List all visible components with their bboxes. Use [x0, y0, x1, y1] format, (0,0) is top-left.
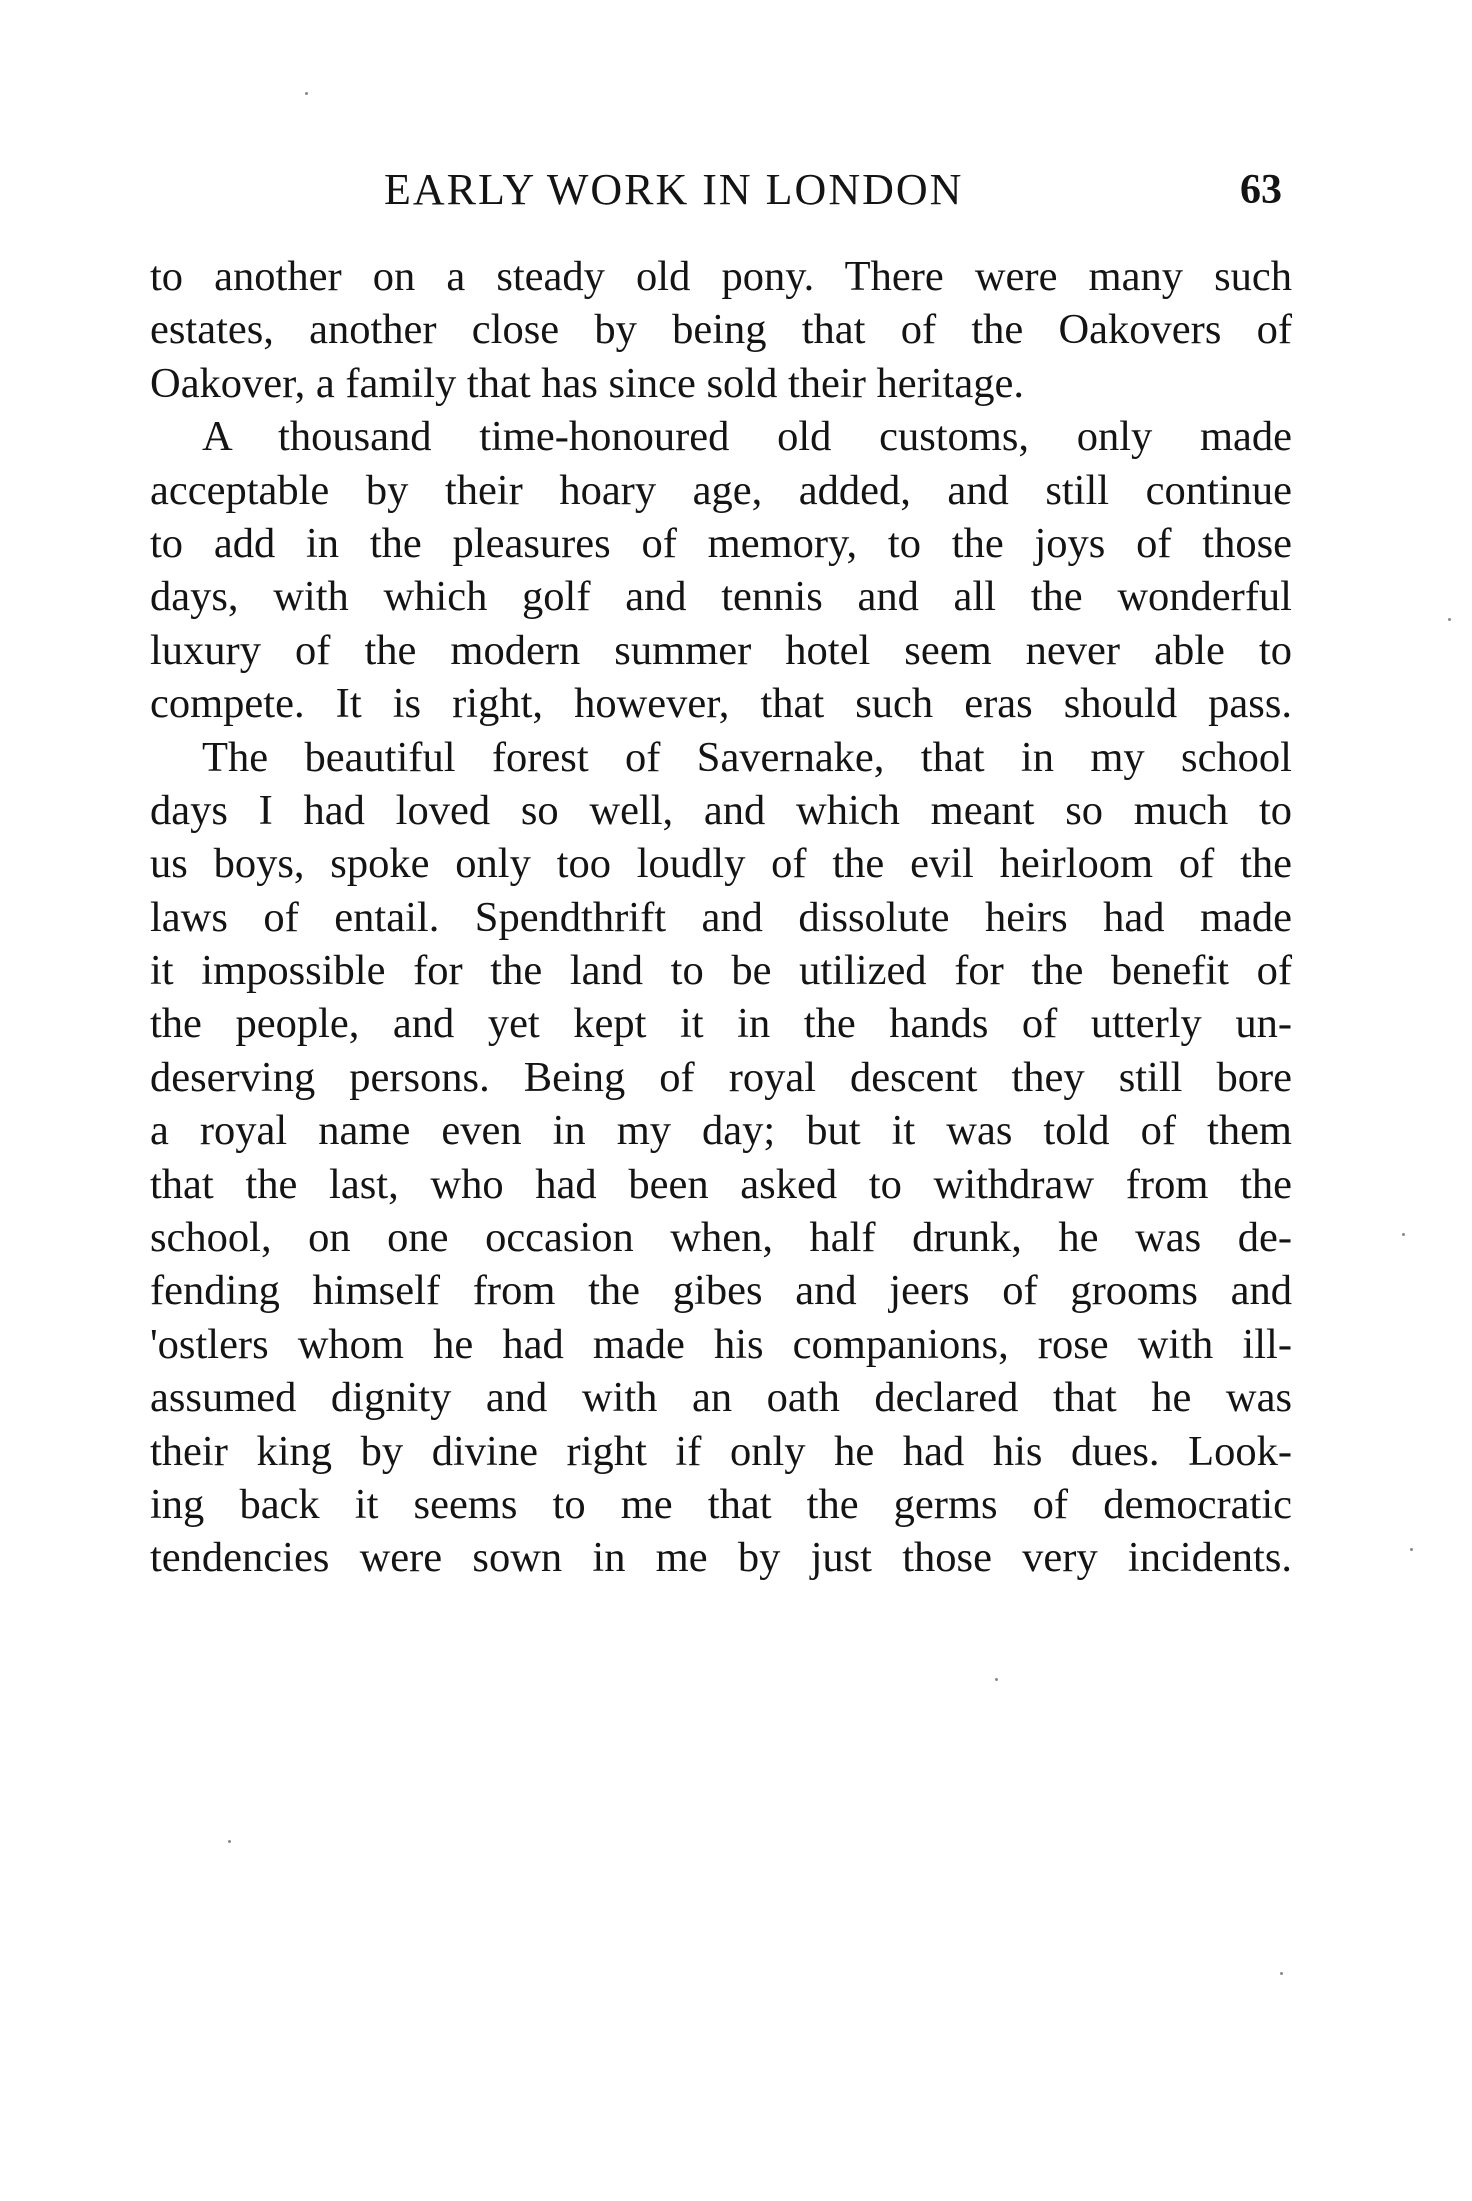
text-line: The beautiful forest of Savernake, that in my school	[202, 733, 1292, 781]
text-line: that the last, who had been asked to withdraw from the	[150, 1160, 1292, 1208]
paragraph	[150, 250, 1292, 410]
scan-speck	[1280, 1972, 1283, 1975]
running-title: EARLY WORK IN LONDON	[384, 165, 964, 214]
body-text	[150, 250, 1292, 1585]
text-line: a royal name even in my day; but it was told of them	[150, 1107, 1292, 1155]
text-line: it impossible for the land to be utilized for the benefit of	[150, 947, 1292, 995]
paragraph	[150, 731, 1292, 1585]
scan-speck	[1410, 1548, 1413, 1551]
text-line: assumed dignity and with an oath declared that he was	[150, 1374, 1292, 1422]
text-line: fending himself from the gibes and jeers of grooms and	[150, 1267, 1292, 1315]
scan-speck	[1448, 618, 1451, 621]
scan-speck	[1402, 1233, 1405, 1236]
running-head	[150, 160, 1292, 220]
page-number: 63	[1240, 167, 1282, 213]
text-line: ing back it seems to me that the germs of democratic	[150, 1480, 1292, 1528]
text-line: school, on one occasion when, half drunk, he was de-	[150, 1214, 1292, 1262]
text-line: to add in the pleasures of memory, to the joys of those	[150, 519, 1292, 567]
scan-speck	[228, 1840, 231, 1843]
text-line: deserving persons. Being of royal descent they still bore	[150, 1053, 1292, 1101]
text-line: estates, another close by being that of the Oakovers of	[150, 306, 1292, 354]
text-line: tendencies were sown in me by just those very incidents.	[150, 1534, 1292, 1582]
scan-speck	[995, 1678, 998, 1681]
text-line: us boys, spoke only too loudly of the evil heirloom of the	[150, 840, 1292, 888]
paragraph	[150, 410, 1292, 730]
text-line: days, with which golf and tennis and all the wonderful	[150, 573, 1292, 621]
text-line: the people, and yet kept it in the hands of utterly un-	[150, 1000, 1292, 1048]
text-line: laws of entail. Spendthrift and dissolute heirs had made	[150, 893, 1292, 941]
text-line: luxury of the modern summer hotel seem never able to	[150, 626, 1292, 674]
text-line: their king by divine right if only he had his dues. Look-	[150, 1427, 1292, 1475]
text-line: days I had loved so well, and which meant so much to	[150, 786, 1292, 834]
text-line: 'ostlers whom he had made his companions, rose with ill-	[150, 1320, 1292, 1368]
text-line: A thousand time-honoured old customs, only made	[202, 413, 1292, 461]
text-line: Oakover, a family that has since sold their heritage.	[150, 359, 1024, 407]
text-line: to another on a steady old pony. There were many such	[150, 253, 1292, 300]
text-line: compete. It is right, however, that such eras should pass.	[150, 680, 1292, 728]
text-line: acceptable by their hoary age, added, and still continue	[150, 466, 1292, 514]
scan-speck	[305, 92, 308, 95]
